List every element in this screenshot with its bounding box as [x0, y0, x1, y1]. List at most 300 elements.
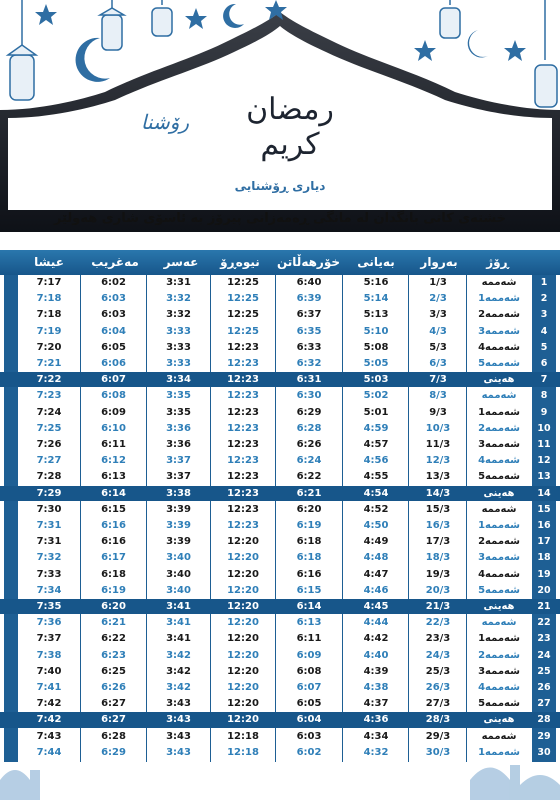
- fajr-cell: 4:47: [363, 568, 389, 580]
- column-header-maghrib: مەغریب: [91, 255, 139, 269]
- day-cell: 3شەممە: [478, 439, 520, 450]
- day-cell: 1شەممە: [478, 406, 520, 418]
- isha-cell: 7:27: [36, 455, 62, 467]
- sunrise-cell: 6:29: [296, 406, 322, 418]
- maghrib-cell: 6:17: [101, 552, 126, 564]
- maghrib-cell: 6:16: [101, 520, 126, 531]
- dhuhr-cell: 12:20: [227, 568, 259, 580]
- row-number: 21: [537, 601, 551, 612]
- isha-cell: 7:40: [36, 665, 62, 677]
- asr-cell: 3:43: [166, 746, 191, 758]
- fajr-cell: 4:37: [363, 698, 389, 710]
- sunrise-cell: 6:37: [296, 309, 322, 321]
- asr-cell: 3:40: [166, 568, 191, 580]
- sunrise-cell: 6:13: [296, 617, 322, 629]
- day-cell: 3شەممە: [478, 325, 520, 337]
- isha-cell: 7:35: [36, 601, 62, 612]
- day-cell: شەممە: [481, 730, 517, 742]
- dhuhr-cell: 12:25: [227, 293, 259, 305]
- column-header-fajr: بەیانی: [357, 255, 395, 269]
- sunrise-cell: 6:39: [296, 293, 322, 305]
- fajr-cell: 5:08: [363, 341, 389, 353]
- fajr-cell: 4:56: [363, 455, 389, 467]
- dhuhr-cell: 12:23: [227, 487, 259, 499]
- asr-cell: 3:31: [166, 277, 191, 288]
- date-cell: 4/3: [429, 325, 447, 337]
- row-number: 5: [540, 341, 548, 353]
- date-cell: 29/3: [425, 730, 451, 742]
- asr-cell: 3:32: [166, 309, 191, 321]
- isha-cell: 7:29: [36, 487, 62, 499]
- row-number: 1: [540, 277, 548, 288]
- isha-cell: 7:38: [36, 649, 62, 661]
- table-row: [0, 664, 560, 679]
- asr-cell: 3:35: [166, 406, 191, 418]
- maghrib-cell: 6:07: [101, 374, 126, 386]
- row-number: 29: [537, 730, 551, 742]
- page-title: خشتەی کاتی بانگدان لە مانگی ڕەمەزانی پیرۆز بە ئاسۆی شاری هەولێر: [54, 211, 506, 226]
- fajr-cell: 4:45: [363, 601, 389, 612]
- table-row: [0, 583, 560, 598]
- row-number: 22: [537, 617, 551, 629]
- date-cell: 6/3: [429, 358, 447, 369]
- date-cell: 11/3: [425, 439, 451, 450]
- day-cell: هەینی: [483, 374, 515, 386]
- maghrib-cell: 6:20: [101, 601, 126, 612]
- column-header-isha: عیشا: [34, 255, 64, 269]
- fajr-cell: 4:48: [363, 552, 389, 564]
- asr-cell: 3:43: [166, 730, 191, 742]
- isha-cell: 7:30: [36, 503, 62, 515]
- dhuhr-cell: 12:23: [227, 358, 259, 369]
- asr-cell: 3:43: [166, 714, 191, 726]
- day-cell: 4شەممە: [478, 682, 520, 693]
- sunrise-cell: 6:40: [296, 277, 322, 288]
- sunrise-cell: 6:08: [296, 665, 322, 677]
- table-row: [0, 745, 560, 760]
- row-number: 14: [537, 487, 551, 499]
- asr-cell: 3:39: [166, 503, 191, 515]
- dhuhr-cell: 12:20: [227, 649, 259, 661]
- day-cell: 3شەممە: [478, 665, 520, 677]
- maghrib-cell: 6:04: [101, 325, 126, 337]
- dhuhr-cell: 12:23: [227, 471, 259, 483]
- maghrib-cell: 6:03: [101, 293, 126, 305]
- table-row: [0, 502, 560, 517]
- isha-cell: 7:18: [36, 309, 62, 321]
- dhuhr-cell: 12:20: [227, 617, 259, 629]
- table-row: [0, 486, 560, 501]
- table-row: [0, 729, 560, 744]
- fajr-cell: 4:52: [363, 503, 389, 515]
- row-number: 12: [537, 455, 551, 467]
- fajr-cell: 4:34: [363, 730, 389, 742]
- date-cell: 30/3: [425, 746, 451, 758]
- row-number: 27: [537, 698, 551, 710]
- date-cell: 21/3: [425, 601, 451, 612]
- table-row: [0, 469, 560, 484]
- isha-cell: 7:43: [36, 730, 62, 742]
- table-row: [0, 680, 560, 695]
- sunrise-cell: 6:31: [296, 374, 322, 386]
- asr-cell: 3:41: [166, 617, 191, 629]
- isha-cell: 7:23: [36, 390, 62, 402]
- isha-cell: 7:22: [36, 374, 62, 386]
- dhuhr-cell: 12:23: [227, 341, 259, 353]
- isha-cell: 7:41: [36, 682, 62, 693]
- dhuhr-cell: 12:20: [227, 633, 259, 645]
- row-number: 15: [537, 503, 551, 515]
- date-cell: 23/3: [425, 633, 451, 645]
- asr-cell: 3:42: [166, 665, 191, 677]
- maghrib-cell: 6:27: [101, 698, 126, 710]
- day-cell: 5شەممە: [478, 471, 520, 483]
- day-cell: شەممە: [481, 390, 517, 402]
- sunrise-cell: 6:02: [296, 746, 322, 758]
- sunrise-cell: 6:20: [296, 503, 322, 515]
- maghrib-cell: 6:08: [101, 390, 126, 402]
- fajr-cell: 4:59: [363, 422, 389, 434]
- date-cell: 18/3: [425, 552, 451, 564]
- row-number: 7: [540, 374, 548, 386]
- isha-cell: 7:17: [36, 277, 62, 288]
- isha-cell: 7:20: [36, 341, 62, 353]
- table-row: [0, 712, 560, 727]
- day-cell: 1شەممە: [478, 633, 520, 645]
- day-cell: شەممە: [481, 277, 517, 288]
- day-cell: 2شەممە: [478, 309, 520, 321]
- isha-cell: 7:28: [36, 471, 62, 483]
- row-number: 28: [537, 714, 551, 726]
- row-number: 30: [537, 746, 551, 758]
- isha-cell: 7:36: [36, 617, 62, 629]
- sunrise-cell: 6:28: [296, 422, 322, 434]
- asr-cell: 3:36: [166, 439, 191, 450]
- table-row: [0, 421, 560, 436]
- table-row: [0, 648, 560, 663]
- isha-cell: 7:31: [36, 536, 62, 548]
- table-row: [0, 356, 560, 371]
- dhuhr-cell: 12:20: [227, 552, 259, 564]
- day-cell: شەممە: [481, 503, 517, 515]
- isha-cell: 7:21: [36, 358, 62, 369]
- dhuhr-cell: 12:20: [227, 714, 259, 726]
- row-number: 26: [537, 682, 551, 693]
- dhuhr-cell: 12:23: [227, 390, 259, 402]
- asr-cell: 3:42: [166, 649, 191, 661]
- dhuhr-cell: 12:18: [227, 746, 259, 758]
- asr-cell: 3:42: [166, 682, 191, 693]
- sunrise-cell: 6:21: [296, 487, 322, 499]
- table-row: [0, 696, 560, 711]
- maghrib-cell: 6:10: [101, 422, 126, 434]
- date-cell: 27/3: [425, 698, 451, 710]
- dhuhr-cell: 12:20: [227, 601, 259, 612]
- date-cell: 16/3: [425, 520, 451, 531]
- sunrise-cell: 6:26: [296, 439, 322, 450]
- row-number: 9: [540, 406, 548, 418]
- sunrise-cell: 6:24: [296, 455, 322, 467]
- isha-cell: 7:42: [36, 714, 62, 726]
- sunrise-cell: 6:35: [296, 325, 322, 337]
- maghrib-cell: 6:16: [101, 536, 126, 548]
- dhuhr-cell: 12:20: [227, 665, 259, 677]
- maghrib-cell: 6:23: [101, 649, 126, 661]
- fajr-cell: 5:13: [363, 309, 389, 321]
- asr-cell: 3:33: [166, 358, 191, 369]
- fajr-cell: 4:38: [363, 682, 389, 693]
- fajr-cell: 5:16: [363, 277, 389, 288]
- row-number: 8: [540, 390, 548, 402]
- row-number: 18: [537, 552, 551, 564]
- day-cell: 2شەممە: [478, 649, 520, 661]
- day-cell: 2شەممە: [478, 536, 520, 548]
- maghrib-cell: 6:14: [101, 487, 126, 499]
- day-cell: 4شەممە: [478, 341, 520, 353]
- fajr-cell: 4:44: [363, 617, 389, 629]
- isha-cell: 7:33: [36, 568, 62, 580]
- isha-cell: 7:24: [36, 406, 62, 418]
- date-cell: 3/3: [429, 309, 447, 321]
- table-row: [0, 324, 560, 339]
- dhuhr-cell: 12:20: [227, 536, 259, 548]
- fajr-cell: 5:02: [363, 390, 389, 402]
- table-row: [0, 534, 560, 549]
- fajr-cell: 4:46: [363, 584, 389, 596]
- column-header-day: ڕۆژ: [486, 255, 509, 269]
- table-header: [0, 250, 560, 275]
- table-row: [0, 388, 560, 403]
- dhuhr-cell: 12:23: [227, 455, 259, 467]
- asr-cell: 3:38: [166, 487, 191, 499]
- dhuhr-cell: 12:23: [227, 406, 259, 418]
- sunrise-cell: 6:07: [296, 682, 322, 693]
- fajr-cell: 5:14: [363, 293, 389, 305]
- table-row: [0, 405, 560, 420]
- dhuhr-cell: 12:20: [227, 698, 259, 710]
- date-cell: 22/3: [425, 617, 451, 629]
- sunrise-cell: 6:05: [296, 698, 322, 710]
- day-cell: 5شەممە: [478, 358, 520, 369]
- day-cell: 5شەممە: [478, 698, 520, 710]
- maghrib-cell: 6:26: [101, 682, 126, 693]
- dhuhr-cell: 12:23: [227, 374, 259, 386]
- maghrib-cell: 6:03: [101, 309, 126, 321]
- maghrib-cell: 6:21: [101, 617, 126, 629]
- fajr-cell: 5:01: [363, 406, 389, 418]
- asr-cell: 3:41: [166, 601, 191, 612]
- isha-cell: 7:44: [36, 746, 62, 758]
- maghrib-cell: 6:02: [101, 277, 126, 288]
- day-cell: 4شەممە: [478, 568, 520, 580]
- sunrise-cell: 6:09: [296, 649, 322, 661]
- fajr-cell: 4:40: [363, 649, 389, 661]
- date-cell: 24/3: [425, 649, 451, 661]
- row-number: 4: [540, 325, 548, 337]
- maghrib-cell: 6:05: [101, 341, 126, 353]
- asr-cell: 3:34: [166, 374, 191, 386]
- mosque-skyline-icon: [0, 765, 560, 800]
- date-cell: 19/3: [425, 568, 451, 580]
- isha-cell: 7:42: [36, 698, 62, 710]
- date-cell: 12/3: [425, 455, 451, 467]
- row-number: 24: [537, 649, 551, 661]
- dhuhr-cell: 12:23: [227, 439, 259, 450]
- row-number: 20: [537, 584, 551, 596]
- asr-cell: 3:43: [166, 698, 191, 710]
- fajr-cell: 4:32: [363, 746, 389, 758]
- isha-cell: 7:32: [36, 552, 62, 564]
- dhuhr-cell: 12:23: [227, 520, 259, 531]
- dhuhr-cell: 12:20: [227, 584, 259, 596]
- sunrise-cell: 6:22: [296, 471, 322, 483]
- date-cell: 1/3: [429, 277, 447, 288]
- column-header-date: بەروار: [420, 255, 458, 269]
- day-cell: 1شەممە: [478, 520, 520, 531]
- day-cell: 4شەممە: [478, 455, 520, 467]
- asr-cell: 3:32: [166, 293, 191, 305]
- asr-cell: 3:39: [166, 536, 191, 548]
- isha-cell: 7:18: [36, 293, 62, 305]
- table-row: [0, 372, 560, 387]
- row-number: 10: [537, 422, 551, 434]
- maghrib-cell: 6:25: [101, 665, 126, 677]
- fajr-cell: 4:54: [363, 487, 389, 499]
- isha-cell: 7:26: [36, 439, 62, 450]
- date-cell: 13/3: [425, 471, 451, 483]
- dhuhr-cell: 12:23: [227, 422, 259, 434]
- row-number: 3: [540, 309, 548, 321]
- day-cell: 2شەممە: [478, 422, 520, 434]
- fajr-cell: 4:42: [363, 633, 389, 645]
- dhuhr-cell: 12:25: [227, 325, 259, 337]
- table-row: [0, 437, 560, 452]
- fajr-cell: 5:05: [363, 358, 389, 369]
- fajr-cell: 4:36: [363, 714, 389, 726]
- maghrib-cell: 6:06: [101, 358, 126, 369]
- sunrise-cell: 6:18: [296, 552, 322, 564]
- day-cell: هەینی: [483, 601, 515, 612]
- table-row: [0, 518, 560, 533]
- date-cell: 25/3: [425, 665, 451, 677]
- row-number: 13: [537, 471, 551, 483]
- day-cell: 1شەممە: [478, 746, 520, 758]
- fajr-cell: 4:55: [363, 471, 389, 483]
- table-row: [0, 615, 560, 630]
- dhuhr-cell: 12:20: [227, 682, 259, 693]
- maghrib-cell: 6:15: [101, 503, 126, 515]
- sunrise-cell: 6:32: [296, 358, 322, 369]
- logo: رۆشنا: [140, 110, 190, 134]
- sunrise-cell: 6:11: [296, 633, 322, 645]
- sunrise-cell: 6:33: [296, 341, 322, 353]
- column-header-sunrise: خۆرهەڵاتن: [277, 255, 340, 269]
- asr-cell: 3:36: [166, 422, 191, 434]
- row-number: 19: [537, 568, 551, 580]
- day-cell: هەینی: [483, 487, 515, 499]
- table-row: [0, 275, 560, 290]
- isha-cell: 7:34: [36, 584, 62, 596]
- day-cell: 3شەممە: [478, 552, 520, 564]
- ramadan-kareem-calligraphy: رمضان كريم: [246, 92, 334, 162]
- day-cell: هەینی: [483, 714, 515, 726]
- table-row: [0, 340, 560, 355]
- asr-cell: 3:37: [166, 455, 191, 467]
- fajr-cell: 4:49: [363, 536, 389, 548]
- isha-cell: 7:37: [36, 633, 62, 645]
- isha-cell: 7:19: [36, 325, 62, 337]
- fajr-cell: 5:10: [363, 325, 389, 337]
- column-header-asr: عەسر: [163, 255, 199, 269]
- date-cell: 28/3: [425, 714, 451, 726]
- asr-cell: 3:41: [166, 633, 191, 645]
- asr-cell: 3:33: [166, 325, 191, 337]
- day-cell: 5شەممە: [478, 584, 520, 596]
- table-row: [0, 567, 560, 582]
- fajr-cell: 4:39: [363, 665, 389, 677]
- row-number: 25: [537, 665, 551, 677]
- table-row: [0, 550, 560, 565]
- day-cell: شەممە: [481, 617, 517, 629]
- maghrib-cell: 6:12: [101, 455, 126, 467]
- table-row: [0, 453, 560, 468]
- asr-cell: 3:37: [166, 471, 191, 483]
- date-cell: 7/3: [429, 374, 447, 386]
- sunrise-cell: 6:19: [296, 520, 322, 531]
- row-number: 11: [537, 439, 551, 450]
- date-cell: 9/3: [429, 406, 447, 418]
- maghrib-cell: 6:11: [101, 439, 126, 450]
- dhuhr-cell: 12:23: [227, 503, 259, 515]
- maghrib-cell: 6:28: [101, 730, 126, 742]
- asr-cell: 3:33: [166, 341, 191, 353]
- date-cell: 5/3: [429, 341, 447, 353]
- date-cell: 26/3: [425, 682, 451, 693]
- dhuhr-cell: 12:25: [227, 277, 259, 288]
- table-row: [0, 599, 560, 614]
- sunrise-cell: 6:04: [296, 714, 322, 726]
- row-number: 16: [537, 520, 551, 531]
- asr-cell: 3:40: [166, 552, 191, 564]
- table-row: [0, 631, 560, 646]
- date-cell: 20/3: [425, 584, 451, 596]
- sunrise-cell: 6:30: [296, 390, 322, 402]
- date-cell: 17/3: [425, 536, 451, 548]
- sunrise-cell: 6:15: [296, 584, 322, 596]
- sunrise-cell: 6:03: [296, 730, 322, 742]
- maghrib-cell: 6:27: [101, 714, 126, 726]
- fajr-cell: 5:03: [363, 374, 389, 386]
- dhuhr-cell: 12:25: [227, 309, 259, 321]
- asr-cell: 3:35: [166, 390, 191, 402]
- date-cell: 14/3: [425, 487, 451, 499]
- maghrib-cell: 6:18: [101, 568, 126, 580]
- row-number: 23: [537, 633, 551, 645]
- sunrise-cell: 6:16: [296, 568, 322, 580]
- day-cell: 1شەممە: [478, 293, 520, 305]
- sunrise-cell: 6:18: [296, 536, 322, 548]
- row-number: 17: [537, 536, 551, 548]
- table-row: [0, 291, 560, 306]
- table-row: [0, 307, 560, 322]
- column-header-dhuhr: نیوەڕۆ: [220, 255, 260, 269]
- fajr-cell: 4:50: [363, 520, 389, 531]
- asr-cell: 3:40: [166, 584, 191, 596]
- date-cell: 15/3: [425, 503, 451, 515]
- maghrib-cell: 6:19: [101, 584, 126, 596]
- date-cell: 8/3: [429, 390, 447, 402]
- asr-cell: 3:39: [166, 520, 191, 531]
